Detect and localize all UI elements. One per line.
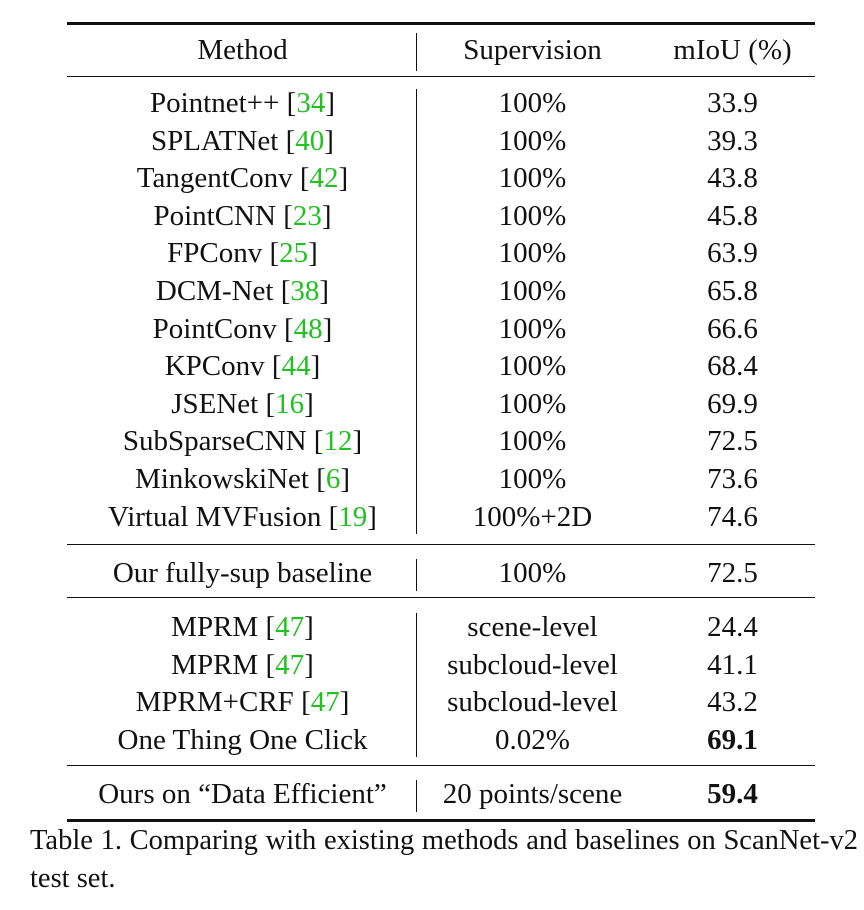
miou-cell [650, 499, 815, 536]
method-cell [67, 555, 418, 592]
column-separator [416, 89, 417, 534]
citation-link[interactable]: 38 [290, 275, 320, 307]
table-row [67, 722, 815, 759]
citation-link[interactable]: 6 [325, 463, 341, 495]
citation-bracket: [ [299, 162, 310, 195]
table-row [67, 647, 815, 684]
supervision-cell-text: 100% [498, 199, 567, 232]
citation-link[interactable]: 47 [310, 686, 340, 719]
method-cell-text: FPConv [167, 237, 270, 270]
citation-bracket: [ [265, 648, 276, 681]
method-cell [67, 235, 418, 272]
citation-bracket: [ [316, 463, 326, 495]
method-cell-text: MPRM [171, 648, 266, 681]
citation-bracket: ] [310, 350, 321, 383]
miou-cell [650, 123, 815, 160]
supervision-cell-text: scene-level [467, 611, 598, 643]
supervision-cell-text: 100%+2D [472, 500, 593, 533]
method-cell-text: TangentConv [136, 162, 300, 195]
miou-cell [650, 722, 815, 759]
miou-cell-text: 33.9 [707, 87, 758, 119]
method-cell [67, 776, 418, 813]
table-row [67, 555, 815, 592]
method-cell-text: Pointnet++ [150, 87, 287, 119]
miou-cell-text: 59.4 [707, 778, 758, 810]
table-row [67, 311, 815, 348]
citation-link[interactable]: 34 [296, 87, 326, 119]
supervision-cell [419, 273, 646, 310]
header-method [67, 32, 418, 69]
miou-cell-text: 69.1 [707, 723, 758, 756]
method-cell-text: JSENet [171, 387, 266, 420]
citation-bracket: ] [340, 463, 351, 495]
miou-cell [650, 386, 815, 423]
supervision-cell-text: 20 points/scene [442, 778, 623, 810]
supervision-cell [419, 499, 646, 536]
supervision-cell [419, 123, 646, 160]
method-cell-text: Our fully-sup baseline [112, 557, 373, 589]
supervision-cell [419, 647, 646, 684]
supervision-cell-text: 100% [498, 162, 567, 195]
header-supervision-text: Supervision [463, 34, 602, 66]
group-rule [67, 597, 815, 598]
supervision-cell [419, 85, 646, 122]
table-row [67, 348, 815, 385]
miou-cell [650, 555, 815, 592]
header-miou-text: mIoU (%) [673, 34, 792, 66]
supervision-cell [419, 776, 646, 813]
citation-bracket: ] [304, 387, 314, 420]
group-rule [67, 765, 815, 766]
citation-bracket: [ [286, 87, 297, 119]
table-row [67, 423, 815, 460]
column-separator [416, 613, 417, 757]
method-cell-text: MinkowskiNet [134, 463, 317, 495]
citation-link[interactable]: 12 [323, 425, 353, 458]
miou-cell-text: 45.8 [707, 199, 758, 232]
citation-link[interactable]: 42 [309, 162, 339, 195]
header-row [67, 32, 815, 69]
method-cell [67, 647, 418, 684]
table-row [67, 160, 815, 197]
miou-cell [650, 235, 815, 272]
miou-cell-text: 73.6 [707, 463, 758, 495]
header-rule [67, 76, 815, 77]
supervision-cell [419, 684, 646, 721]
method-cell-text: PointCNN [153, 199, 284, 232]
table-row [67, 273, 815, 310]
citation-link[interactable]: 23 [292, 199, 322, 232]
supervision-cell-text: 100% [498, 425, 567, 458]
supervision-cell [419, 348, 646, 385]
method-cell [67, 348, 418, 385]
table-row [67, 198, 815, 235]
citation-bracket: [ [313, 425, 324, 458]
miou-cell-text: 24.4 [707, 611, 758, 643]
supervision-cell-text: 100% [498, 463, 567, 495]
supervision-cell-text: subcloud-level [447, 648, 618, 681]
method-cell [67, 461, 418, 498]
table-row [67, 123, 815, 160]
citation-bracket: ] [304, 611, 314, 643]
supervision-cell [419, 461, 646, 498]
citation-link[interactable]: 48 [293, 312, 323, 345]
citation-bracket: ] [304, 648, 314, 681]
citation-link[interactable]: 44 [281, 350, 311, 383]
citation-bracket: ] [338, 162, 349, 195]
header-supervision [419, 32, 646, 69]
method-cell-text: PointConv [152, 312, 284, 345]
top-rule [67, 22, 815, 25]
miou-cell-text: 65.8 [707, 275, 758, 307]
miou-cell [650, 461, 815, 498]
citation-link[interactable]: 19 [338, 500, 368, 533]
table-row [67, 776, 815, 813]
method-cell [67, 499, 418, 536]
table-row [67, 609, 815, 646]
method-cell [67, 85, 418, 122]
miou-cell-text: 43.8 [707, 162, 758, 195]
method-cell-text: KPConv [164, 350, 272, 383]
citation-link[interactable]: 47 [275, 648, 305, 681]
miou-cell-text: 68.4 [707, 350, 758, 383]
supervision-cell [419, 386, 646, 423]
supervision-cell [419, 555, 646, 592]
header-miou [650, 32, 815, 69]
miou-cell-text: 41.1 [707, 648, 758, 681]
method-cell-text: MPRM [171, 611, 266, 643]
method-cell-text: DCM-Net [155, 275, 281, 307]
supervision-cell [419, 235, 646, 272]
citation-bracket: ] [308, 237, 318, 270]
column-separator [416, 33, 417, 71]
supervision-cell-text: 100% [498, 557, 567, 589]
miou-cell-text: 74.6 [707, 500, 758, 533]
supervision-cell [419, 160, 646, 197]
supervision-cell-text: 100% [498, 87, 567, 119]
miou-cell [650, 311, 815, 348]
miou-cell-text: 72.5 [707, 425, 758, 458]
method-cell [67, 198, 418, 235]
supervision-cell [419, 609, 646, 646]
method-cell-text: Virtual MVFusion [108, 500, 329, 533]
miou-cell-text: 63.9 [707, 237, 758, 270]
supervision-cell-text: 100% [498, 275, 567, 307]
citation-bracket: [ [271, 350, 282, 383]
miou-cell [650, 348, 815, 385]
miou-cell [650, 423, 815, 460]
citation-bracket: ] [324, 124, 334, 157]
supervision-cell [419, 423, 646, 460]
citation-bracket: ] [321, 199, 332, 232]
miou-cell [650, 647, 815, 684]
miou-cell-text: 39.3 [707, 124, 758, 157]
supervision-cell [419, 198, 646, 235]
citation-bracket: [ [265, 611, 276, 643]
method-cell-text: SPLATNet [151, 124, 286, 157]
citation-bracket: [ [301, 686, 311, 719]
method-cell [67, 311, 418, 348]
citation-bracket: [ [328, 500, 339, 533]
table-row [67, 235, 815, 272]
supervision-cell-text: 100% [498, 237, 567, 270]
citation-link[interactable]: 16 [275, 387, 305, 420]
citation-bracket: [ [265, 387, 276, 420]
miou-cell [650, 85, 815, 122]
method-cell [67, 722, 418, 759]
miou-cell-text: 43.2 [707, 686, 758, 719]
miou-cell [650, 273, 815, 310]
method-cell-text: MPRM+CRF [135, 686, 302, 719]
citation-bracket: [ [285, 124, 296, 157]
table-row [67, 684, 815, 721]
method-cell [67, 386, 418, 423]
citation-bracket: [ [269, 237, 280, 270]
method-cell [67, 123, 418, 160]
supervision-cell [419, 722, 646, 759]
citation-bracket: ] [339, 686, 350, 719]
supervision-cell-text: 100% [498, 124, 567, 157]
method-cell-text: Ours on “Data Efficient” [98, 778, 387, 810]
citation-bracket: [ [283, 199, 293, 232]
column-separator [416, 780, 417, 812]
supervision-cell-text: 100% [498, 350, 567, 383]
miou-cell-text: 66.6 [707, 312, 758, 345]
citation-link[interactable]: 25 [279, 237, 309, 270]
method-cell [67, 423, 418, 460]
method-cell-text: One Thing One Click [117, 723, 368, 756]
method-cell [67, 273, 418, 310]
table-row [67, 85, 815, 122]
supervision-cell-text: 100% [498, 387, 567, 420]
citation-bracket: ] [322, 312, 333, 345]
citation-bracket: [ [284, 312, 294, 345]
citation-link[interactable]: 40 [295, 124, 325, 157]
method-cell [67, 684, 418, 721]
table-row [67, 499, 815, 536]
citation-bracket: ] [352, 425, 363, 458]
method-cell-text: SubSparseCNN [122, 425, 314, 458]
citation-bracket: ] [319, 275, 330, 307]
miou-cell-text: 72.5 [707, 557, 758, 589]
miou-cell [650, 776, 815, 813]
table-row [67, 461, 815, 498]
miou-cell [650, 609, 815, 646]
supervision-cell-text: subcloud-level [447, 686, 618, 719]
table-row [67, 386, 815, 423]
group-rule [67, 544, 815, 545]
table-caption: Table 1. Comparing with existing methods and baselines on ScanNet-v2 test set. [30, 825, 858, 894]
method-cell [67, 160, 418, 197]
supervision-cell [419, 311, 646, 348]
citation-bracket: ] [325, 87, 335, 119]
miou-cell [650, 198, 815, 235]
column-separator [416, 559, 417, 591]
citation-link[interactable]: 47 [275, 611, 305, 643]
citation-bracket: ] [367, 500, 377, 533]
citation-bracket: [ [280, 275, 291, 307]
method-cell [67, 609, 418, 646]
miou-cell [650, 160, 815, 197]
header-method-text: Method [197, 34, 288, 66]
miou-cell [650, 684, 815, 721]
supervision-cell-text: 0.02% [495, 723, 570, 756]
miou-cell-text: 69.9 [707, 387, 758, 420]
supervision-cell-text: 100% [498, 312, 567, 345]
